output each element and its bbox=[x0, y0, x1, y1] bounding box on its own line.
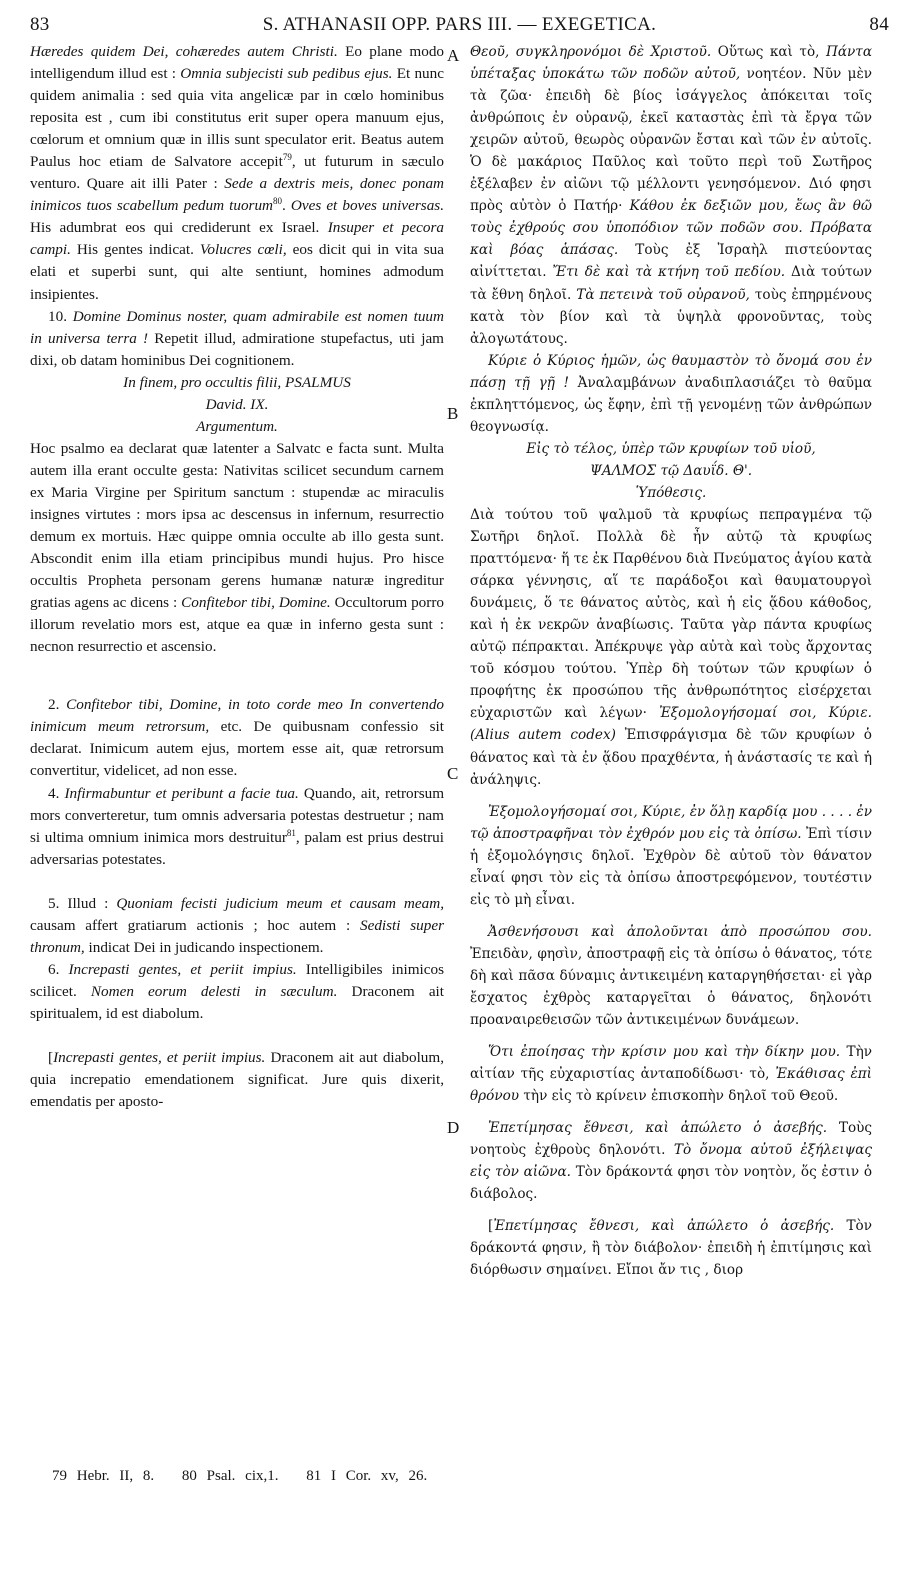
greek-verse-2 bbox=[470, 801, 872, 911]
latin-text: Hoc psalmo ea declarat quæ latenter a Salvatc e facta sunt. Multa autem illa erant occulte gesta: Nativitas scilicet secundum carnem ex Maria Virgine per Spiritum sanctum : stupendæ ac miraculis insignes virtutes : mors ipsa ac descensus in infernum, resurrectio demum ex mortuis. Hæc quippe omnia occulte ab illo gesta sunt. Abscondit enim illa etiam principibus mundi hujus. Pro hisce occultis Propheta personam gerens humanæ naturæ ingreditur gratias agens ac dicens : bbox=[30, 439, 444, 612]
greek-psalm-number: ΨΑΛΜΟΣ τῷ Δαυΐδ. Θ'. bbox=[589, 462, 753, 479]
latin-verse-2 bbox=[30, 694, 444, 782]
section-marker-c: C bbox=[447, 764, 459, 783]
greek-text: Τὸν δράκοντά φησι τὸν νοητὸν, ὅς ἐστιν ὁ διάβολος. bbox=[470, 1164, 872, 1203]
latin-paragraph-2 bbox=[30, 306, 444, 372]
latin-text: Draconem ait aut diabolum, quia increpatio emendationem significat. Jure quis dixerit, emendatis per aposto- bbox=[30, 1048, 444, 1111]
latin-argument-heading: Argumentum. bbox=[196, 417, 278, 435]
greek-text: Διὰ τούτου τοῦ ψαλμοῦ τὰ κρυφίως πεπραγμένα τῷ Σωτῆρι δηλοῖ. Πολλὰ δὲ ἦν αὐτῷ τὰ κρυφίως πραττόμενα· ἥ τε ἐκ Παρθένου διὰ Πνεύματος ἁγίου κατὰ σάρκα γέννησις, αἵ τε παράδοξοι καὶ θαυματουργοὶ δυνάμεις, ὅ τε θάνατος αὐτὸς, καὶ ἡ εἰς ᾅδου κάθοδος, καὶ ἡ ἐκ νεκρῶν ἀναβίωσις. Ταῦτα γὰρ πάντα κρυφίως αὐτῷ πέπρακται. Ἀπέκρυψε γὰρ αὐτὰ καὶ τοὺς ἄρχοντας τοῦ κόσμου τούτου. Ὑπὲρ δὴ τούτων τῶν κρυφίων ὁ προφήτης ἐκ προσώπου τῆς ἀνθρωπότητος εἰσέρχεται εὐχαριστῶν καὶ λέγων· bbox=[470, 506, 872, 722]
greek-text: Διὰ τούτων τὰ ἔθνη δηλοῖ. bbox=[470, 264, 872, 303]
greek-argument-heading: Ὑπόθεσις. bbox=[635, 484, 707, 501]
greek-text: Θεοῦ, συγκληρονόμοι δὲ Χριστοῦ. bbox=[470, 44, 712, 60]
latin-text: Quoniam fecisti judicium meum et causam meam, bbox=[116, 894, 444, 912]
latin-text: His adumbrat eos qui crediderunt ex Israel. bbox=[30, 219, 328, 237]
greek-text: Ἐκάθισας ἐπὶ θρόνου bbox=[470, 1066, 872, 1105]
latin-text: Increpasti gentes, et periit impius. bbox=[68, 960, 297, 978]
greek-text: Κύριε ὁ Κύριος ἡμῶν, ὡς θαυμαστὸν τὸ ὄνομά σου ἐν πάσῃ τῇ γῇ ! bbox=[470, 352, 872, 391]
latin-text: Repetit illud, admiratione stupefactus, uti jam dixi, ob datam hominibus Dei cognitionem. bbox=[30, 329, 444, 369]
latin-text: Intelligibiles inimicos scilicet. bbox=[30, 960, 444, 1000]
latin-text: Draconem ait spiritualem, id est diabolum. bbox=[30, 982, 444, 1022]
greek-text: Ἔτι δὲ καὶ τὰ κτήνη τοῦ πεδίου. bbox=[552, 264, 786, 281]
footnote-80: 80 Psal. cix,1. bbox=[181, 1468, 279, 1484]
latin-text: Et nunc quidem animalia : sed quia vita angelicæ par in cœlo hominibus reposita est , cum ibi constitutus erit super opera manuum ejus, cœlorum et omnium quæ in illis sunt speculator erit. Beatus autem Paulus hoc etiam de Salvatore accepit bbox=[30, 65, 444, 171]
latin-text: indicat Dei in judicando inspectionem. bbox=[84, 938, 324, 956]
latin-text: Domine Dominus noster, quam admirabile est nomen tuum in universa terra ! bbox=[30, 307, 444, 347]
greek-text: Κάθου ἐκ δεξιῶν μου, ἕως ἂν θῶ τοὺς ἐχθρούς σου ὑποπόδιον τῶν ποδῶν σου. Πρόβατα καὶ βόας ἁπάσας. bbox=[470, 198, 872, 259]
greek-text: Πάντα ὑπέταξας ὑποκάτω τῶν ποδῶν αὐτοῦ, bbox=[470, 44, 872, 83]
running-title: S. ATHANASII OPP. PARS III. — EXEGETICA. bbox=[262, 14, 657, 35]
greek-verse-4 bbox=[470, 921, 872, 1031]
latin-verse-6 bbox=[30, 959, 444, 1025]
latin-text: Occultorum porro illorum revelatio mors est, atque ea quæ in inferno gesta sunt : necnon resurrectio et ascensio. bbox=[30, 594, 444, 656]
latin-psalm-title: In finem, pro occultis filii, PSALMUS bbox=[123, 373, 351, 391]
greek-column bbox=[470, 41, 872, 1282]
latin-text: Increpasti gentes, et periit impius. bbox=[53, 1048, 266, 1066]
running-header bbox=[30, 14, 889, 38]
latin-paragraph-1 bbox=[30, 41, 444, 306]
page-number-right: 84 bbox=[869, 14, 889, 35]
greek-text: νοητέον. Νῦν μὲν τὰ ζῶα· ἐπειδὴ δὲ βίος ἰσάγγελος ἀπόκειται τοῖς ἀνθρώποις ἐν οὐρανῷ, ἐκεῖ καταστὰς ἐπὶ τὰ ἔργα τῶν χειρῶν αὐτοῦ, θεωρὸς οὐρανῶν ἔσται καὶ τῶν ἐν αὐτοῖς. Ὁ δὲ μακάριος Παῦλος καὶ τοῦτο περὶ τοῦ Σωτῆρος ἐξέλαβεν ἐν αἰῶνι τῷ μέλλοντι γενησόμενον. Διό φησι πρὸς αὐτὸν ὁ Πατήρ· bbox=[470, 66, 873, 215]
latin-text: causam affert gratiarum actionis ; hoc autem : bbox=[30, 916, 360, 934]
greek-text: Ἐπετίμησας ἔθνεσι, καὶ ἀπώλετο ὁ ἀσεβής. bbox=[488, 1120, 828, 1137]
latin-text: Insuper et pecora campi. bbox=[30, 219, 444, 259]
greek-text: Τὸν δράκοντά φησιν, ἢ τὸν διάβολον· ἐπειδὴ ἡ ἐπιτίμησις καὶ διόρθωσιν σημαίνει. Εἴποι ἄν τις , διορ bbox=[470, 1218, 872, 1279]
latin-text: . bbox=[282, 197, 291, 215]
greek-text: Τοὺς ἐξ Ἰσραὴλ πιστεύοντας αἰνίττεται. bbox=[470, 242, 872, 281]
latin-text: Volucres cœli, bbox=[199, 241, 287, 259]
greek-text: Ἐξομολογήσομαί σοι, Κύριε. (Alius autem codex) bbox=[470, 705, 872, 744]
latin-psalm-number: David. IX. bbox=[205, 395, 269, 413]
latin-text: Sedisti super thronum, bbox=[30, 916, 444, 956]
greek-text: Οὕτως καὶ τὸ, bbox=[711, 44, 826, 60]
latin-text: , ut futurum in sæculo venturo. Quare ait illi Pater : bbox=[30, 153, 444, 193]
greek-text: Ἀσθενήσουσι καὶ ἀπολοῦνται ἀπὸ προσώπου σου. bbox=[488, 923, 872, 940]
latin-text: Omnia subjecisti sub pedibus ejus. bbox=[180, 65, 393, 83]
footnote-ref: 80 bbox=[273, 196, 283, 207]
greek-text: Ἐπὶ τίσιν ἡ ἐξομολόγησις δηλοῖ. Ἐχθρὸν δὲ αὐτοῦ τὸν θάνατον εἶναί φησι τὸν εἰς τὰ ὀπίσω ἀποστρεφόμενον, τουτέστιν εἰς τὸ μὴ εἶναι. bbox=[470, 825, 872, 908]
greek-psalm-title: Εἰς τὸ τέλος, ὑπὲρ τῶν κρυφίων τοῦ υἱοῦ, bbox=[526, 440, 816, 457]
greek-paragraph-2 bbox=[470, 350, 872, 438]
latin-text: Confitebor tibi, Domine, in toto corde meo In convertendo inimicum meum retrorsum, bbox=[30, 696, 445, 736]
greek-verse-6 bbox=[470, 1117, 872, 1205]
page-number-left: 83 bbox=[30, 14, 50, 35]
latin-text: 4. bbox=[48, 784, 65, 802]
greek-verse-6-alt bbox=[470, 1215, 872, 1281]
greek-text: Ὅτι ἐποίησας τὴν κρίσιν μου καὶ τὴν δίκην μου. bbox=[488, 1044, 841, 1061]
latin-text: Eo plane modo intelligendum illud est : bbox=[30, 43, 445, 83]
footnote-79: 79 Hebr. II, 8. bbox=[52, 1468, 155, 1484]
section-marker-b: B bbox=[447, 404, 459, 423]
latin-text: Hæredes quidem Dei, cohæredes autem Christi. bbox=[30, 43, 338, 60]
latin-text: eos dicit qui in vita sua elati et superbi sunt, qui alte sentiunt, homines admodum insipientes. bbox=[30, 241, 444, 303]
latin-text: Confitebor tibi, Domine. bbox=[181, 594, 331, 612]
latin-text: His gentes indicat. bbox=[70, 241, 200, 259]
latin-text: Sede a dextris meis, donec ponam inimicos tuos scabellum pedum tuorum bbox=[30, 175, 445, 215]
latin-text: etc. De quibusnam confessio sit declarat. Inimicum autem ejus, mortem esse ait, quæ retrorsum convertitur, videlicet, ad non esse. bbox=[30, 718, 444, 780]
greek-verse-5 bbox=[470, 1041, 872, 1107]
latin-text: Quando, ait, retrorsum mors converteretur, tum omnis adversaria potestas destruetur ; nam si ultima omnium inimica mors destruitur bbox=[30, 784, 445, 846]
section-marker-d: D bbox=[447, 1118, 460, 1137]
greek-text: [ bbox=[488, 1218, 494, 1235]
greek-text: Ἐπετίμησας ἔθνεσι, καὶ ἀπώλετο ὁ ἀσεβής. bbox=[493, 1218, 835, 1235]
latin-text: 2. bbox=[48, 696, 67, 714]
latin-text: 6. bbox=[48, 960, 69, 978]
latin-column bbox=[30, 41, 444, 1113]
latin-text: Nomen eorum delesti in sæculum. bbox=[90, 982, 338, 1000]
greek-text: Ἐπειδὰν, φησὶν, ἀποστραφῇ εἰς τὰ ὀπίσω ὁ θάνατος, τότε δὴ καὶ πᾶσα δύναμις ἀντικειμένη καταργηθήσεται· εἰ γὰρ ἔσχατος ἐχθρὸς καταργεῖται ὁ θάνατος, δηλονότι προαναιρεθεισῶν τῶν ἀντικειμένων δυνάμεων. bbox=[470, 945, 872, 1029]
greek-text: Ἀναλαμβάνων ἀναδιπλασιάζει τὸ θαῦμα ἐκπληττόμενος, ὡς ἔφην, ἐπὶ τῇ γενομένῃ τῶν ἀνθρώπων θεογνωσίᾳ. bbox=[470, 374, 872, 435]
latin-text: , palam est prius destrui adversarias potestates. bbox=[30, 828, 444, 868]
greek-paragraph-1 bbox=[470, 41, 872, 350]
greek-text: Τὰ πετεινὰ τοῦ οὐρανοῦ, bbox=[576, 286, 750, 303]
latin-text: 10. bbox=[48, 307, 73, 325]
greek-text: Ἐπισφράγισμα δὲ τῶν κρυφίων ὁ θάνατος καὶ τὰ ἐν ᾅδου πραχθέντα, ἡ ἀνάστασίς τε καὶ ἡ ἀνάληψις. bbox=[470, 727, 872, 788]
greek-argument bbox=[470, 504, 872, 791]
footnotes bbox=[52, 1468, 452, 1485]
latin-text: [ bbox=[48, 1048, 54, 1066]
greek-text: Ἐξομολογήσομαί σοι, Κύριε, ἐν ὅλῃ καρδίᾳ μου . . . . ἐν τῷ ἀποστραφῆναι τὸν ἐχθρόν μου εἰς τὰ ὀπίσω. bbox=[470, 803, 872, 842]
greek-text: Τὸ ὄνομα αὐτοῦ ἐξήλειψας εἰς τὸν αἰῶνα. bbox=[470, 1142, 872, 1181]
footnote-ref: 79 bbox=[282, 152, 292, 163]
greek-text: τοὺς ἐπηρμένους κατὰ τὸν βίον καὶ τὰ ὑψηλὰ φρονοῦντας, τοὺς ἀλογωτάτους. bbox=[470, 286, 872, 347]
latin-verse-6-alt bbox=[30, 1047, 444, 1113]
greek-text: τὴν εἰς τὸ κρίνειν ἐπισκοπὴν δηλοῖ τοῦ Θεοῦ. bbox=[519, 1088, 839, 1105]
latin-verse-5 bbox=[30, 893, 444, 959]
latin-text: Oves et boves universas. bbox=[290, 197, 445, 215]
greek-text: Τοὺς νοητοὺς ἐχθροὺς δηλονότι. bbox=[470, 1120, 873, 1159]
greek-text: Τὴν αἰτίαν τῆς εὐχαριστίας ἀνταποδίδωσι· τὸ, bbox=[470, 1044, 873, 1083]
latin-argument bbox=[30, 438, 444, 658]
section-marker-a: A bbox=[447, 46, 460, 65]
latin-text: Infirmabuntur et peribunt a facie tua. bbox=[64, 784, 299, 802]
latin-verse-4 bbox=[30, 783, 444, 871]
latin-text: 5. Illud : bbox=[48, 894, 117, 912]
footnote-81: 81 I Cor. xv, 26. bbox=[306, 1468, 428, 1484]
footnote-ref: 81 bbox=[286, 827, 296, 838]
